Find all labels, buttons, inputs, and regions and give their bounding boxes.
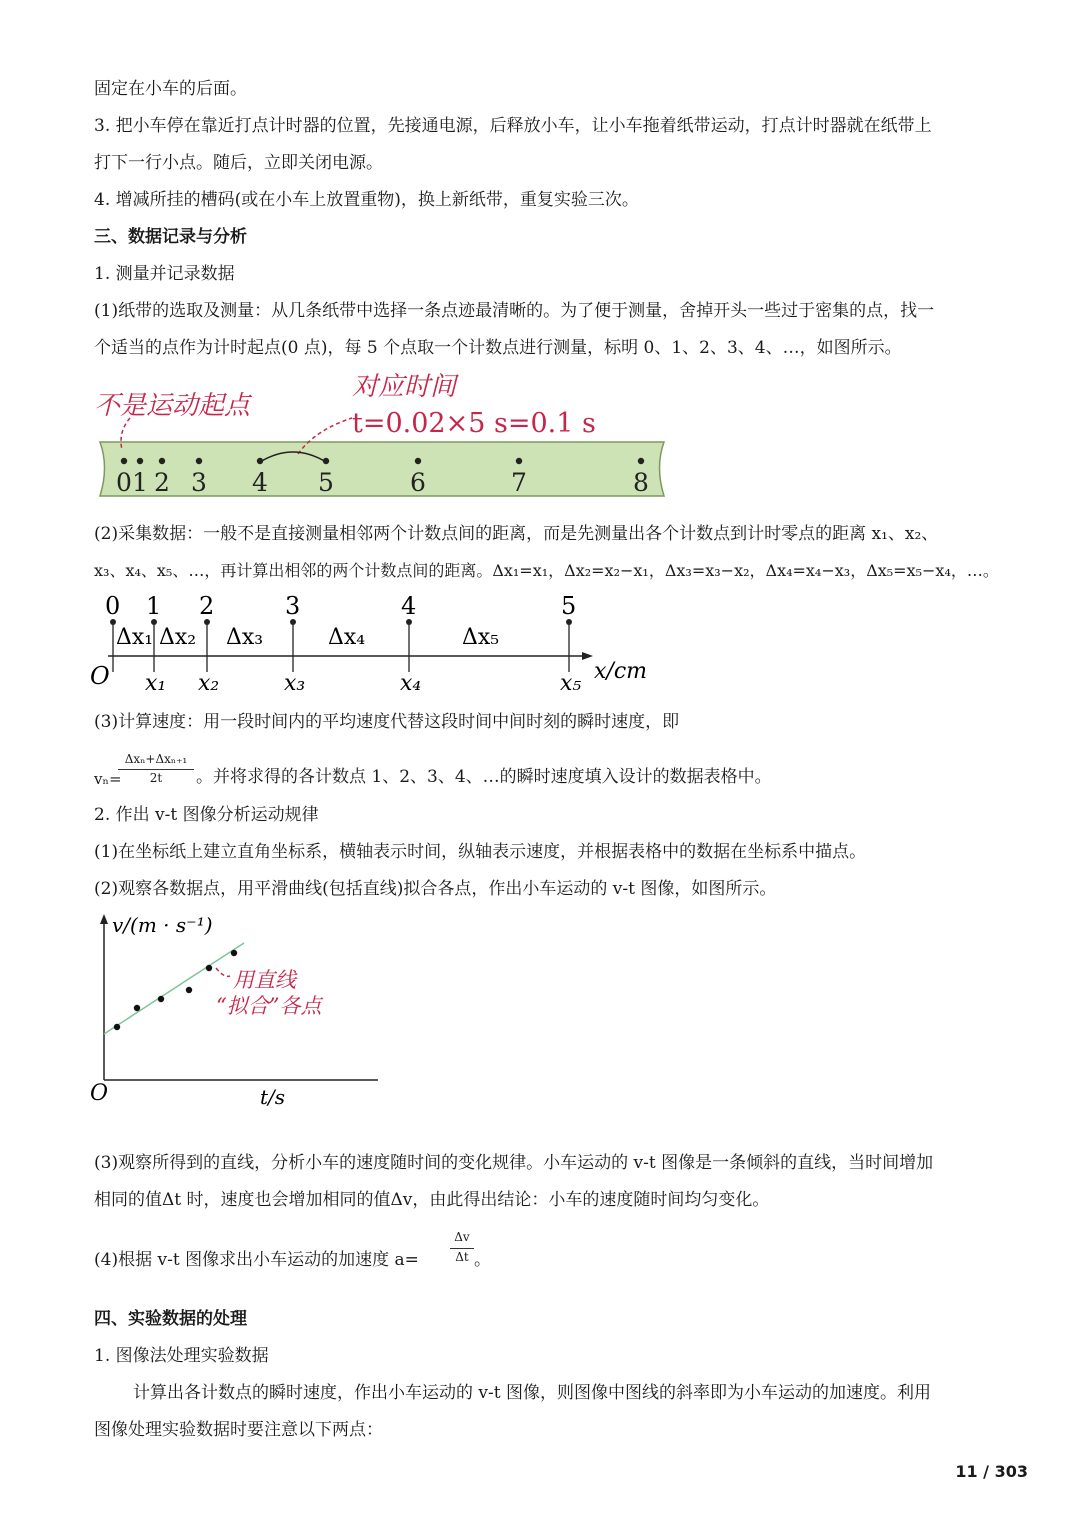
delta-label: Δx₁ xyxy=(116,625,154,650)
displacement-figure xyxy=(88,592,658,702)
tape-dot xyxy=(159,458,165,464)
position-label: x₅ xyxy=(560,671,582,696)
fraction-denominator: Δt xyxy=(455,1250,469,1264)
tape-dot xyxy=(415,458,421,464)
tape-label: 3 xyxy=(191,468,207,497)
position-label: x₁ xyxy=(145,671,167,696)
tape-dot xyxy=(638,458,644,464)
tape-label: 8 xyxy=(633,468,649,497)
text-line: (1)纸带的选取及测量：从几条纸带中选择一条点迹最清晰的。为了便于测量，舍掉开头一些过于密集的点，找一 xyxy=(94,301,935,321)
text-line: 相同的值Δt 时，速度也会增加相同的值Δv，由此得出结论：小车的速度随时间均匀变化。 xyxy=(94,1190,770,1210)
fraction-bar xyxy=(450,1248,474,1249)
delta-label: Δx₄ xyxy=(328,625,366,650)
origin-label: O xyxy=(90,1081,109,1106)
text-line: 打下一行小点。随后，立即关闭电源。 xyxy=(94,153,383,173)
text-line: 固定在小车的后面。 xyxy=(94,79,247,99)
text-line: (2)观察各数据点，用平滑曲线(包括直线)拟合各点，作出小车运动的 v-t 图像，如图所示。 xyxy=(94,879,777,899)
data-point xyxy=(206,965,212,971)
tape-label: 5 xyxy=(318,468,334,497)
tape-dot xyxy=(257,458,263,464)
tape-dot xyxy=(196,458,202,464)
delta-label: Δx₅ xyxy=(462,625,500,650)
tape-label: 6 xyxy=(410,468,426,497)
text-line: 。并将求得的各计数点 1、2、3、4、…的瞬时速度填入设计的数据表格中。 xyxy=(196,767,772,787)
tape-label: 4 xyxy=(252,468,268,497)
fraction-denominator: 2t xyxy=(149,771,163,785)
axis-label: x/cm xyxy=(594,659,648,684)
text-line: 计算出各计数点的瞬时速度，作出小车运动的 v-t 图像，则图像中图线的斜率即为小车运动的加速度。利用 xyxy=(133,1383,931,1403)
text-line: (3)计算速度：用一段时间内的平均速度代替这段时间中间时刻的瞬时速度，即 xyxy=(94,712,680,732)
text-line: 。 xyxy=(474,1250,491,1270)
tape-label: 2 xyxy=(154,468,170,497)
tape-dot xyxy=(516,458,522,464)
section-heading: 四、实验数据的处理 xyxy=(94,1309,247,1329)
data-point xyxy=(158,996,164,1002)
tape-label: 0 xyxy=(116,468,132,497)
delta-label: Δx₃ xyxy=(226,625,264,650)
tape-dot xyxy=(121,458,127,464)
count-label: 4 xyxy=(401,592,417,620)
text-line: 3. 把小车停在靠近打点计时器的位置，先接通电源，后释放小车，让小车拖着纸带运动，打点计时器就在纸带上 xyxy=(94,116,932,136)
x-axis-label: t/s xyxy=(260,1085,286,1109)
time-formula: t=0.02×5 s=0.1 s xyxy=(352,408,596,439)
tape-figure xyxy=(90,370,690,500)
tape-dot xyxy=(323,458,329,464)
text-line: x₃、x₄、x₅、…，再计算出相邻的两个计数点间的距离。Δx₁=x₁，Δx₂=x₂−x₁，Δx₃=x₃−x₂，Δx₄=x₄−x₃，Δx₅=x₅−x₄，…。 xyxy=(94,561,999,580)
page-number: 11 / 303 xyxy=(955,1462,1028,1481)
y-axis-label: v/(m · s⁻¹) xyxy=(112,913,213,937)
vt-graph xyxy=(88,910,388,1110)
position-label: x₃ xyxy=(284,671,306,696)
text-line: 1. 测量并记录数据 xyxy=(94,264,235,284)
count-label: 0 xyxy=(105,592,121,620)
position-label: x₂ xyxy=(198,671,220,696)
text-line: 个适当的点作为计时起点(0 点)，每 5 个点取一个计数点进行测量，标明 0、1、2、3、4、…，如图所示。 xyxy=(94,338,902,358)
text-line: 4. 增减所挂的槽码(或在小车上放置重物)，换上新纸带，重复实验三次。 xyxy=(94,190,639,210)
note-fit-points: “拟合”各点 xyxy=(216,994,322,1018)
text-line: (1)在坐标纸上建立直角坐标系，横轴表示时间，纵轴表示速度，并根据表格中的数据在坐标系中描点。 xyxy=(94,842,867,862)
text-line: 1. 图像法处理实验数据 xyxy=(94,1346,269,1366)
data-point xyxy=(114,1024,120,1030)
fraction-bar xyxy=(118,769,194,770)
text-line: (4)根据 v-t 图像求出小车运动的加速度 a= xyxy=(94,1250,419,1270)
text-line: (2)采集数据：一般不是直接测量相邻两个计数点间的距离，而是先测量出各个计数点到计时零点的距离 x₁、x₂、 xyxy=(94,524,939,544)
origin-label: O xyxy=(90,662,110,690)
delta-label: Δx₂ xyxy=(159,625,197,650)
section-heading: 三、数据记录与分析 xyxy=(94,227,247,247)
data-point xyxy=(186,987,192,993)
count-label: 2 xyxy=(199,592,215,620)
note-corresponding-time: 对应时间 xyxy=(352,372,457,402)
tape-dot xyxy=(137,458,143,464)
text-line: 2. 作出 v-t 图像分析运动规律 xyxy=(94,805,319,825)
data-point xyxy=(134,1005,140,1011)
fraction-numerator: Δv xyxy=(454,1230,470,1244)
text-line: (3)观察所得到的直线，分析小车的速度随时间的变化规律。小车运动的 v-t 图像是一条倾斜的直线，当时间增加 xyxy=(94,1153,934,1173)
count-label: 3 xyxy=(285,592,301,620)
data-point xyxy=(231,950,237,956)
fraction-numerator: Δxₙ+Δxₙ₊₁ xyxy=(124,752,188,766)
text-line: 图像处理实验数据时要注意以下两点： xyxy=(94,1420,383,1440)
count-label: 1 xyxy=(146,592,162,620)
count-label: 5 xyxy=(561,592,577,620)
position-label: x₄ xyxy=(400,671,422,696)
velocity-formula-prefix: vₙ= xyxy=(94,770,122,788)
note-fit-line: 用直线 xyxy=(233,968,296,992)
tape-label: 7 xyxy=(511,468,527,497)
tape-label: 1 xyxy=(132,468,148,497)
note-not-start: 不是运动起点 xyxy=(94,391,251,421)
